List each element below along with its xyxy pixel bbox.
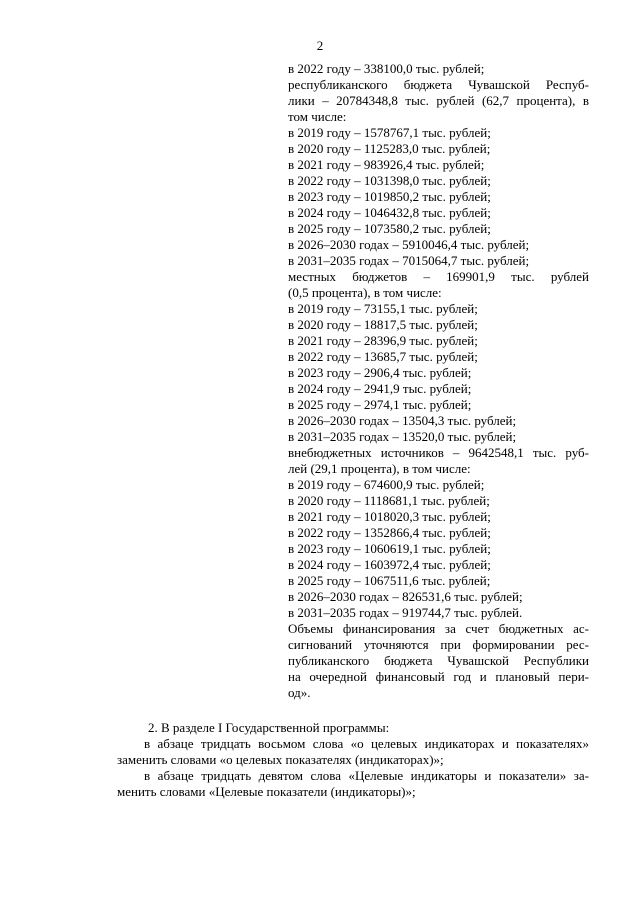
text-line: в 2022 году – 1352866,4 тыс. рублей;	[288, 525, 491, 540]
text-line: в 2031–2035 годах – 919744,7 тыс. рублей.	[288, 605, 523, 620]
text-line: в 2021 году – 983926,4 тыс. рублей;	[288, 157, 485, 172]
text-line: публиканского бюджета Чувашской Республики	[288, 653, 589, 668]
text-line: в 2023 году – 1019850,2 тыс. рублей;	[288, 189, 491, 204]
paragraph-line: менить словами «Целевые показатели (индикаторы)»;	[117, 784, 416, 799]
page-number: 2	[316, 38, 324, 53]
text-line: в 2024 году – 2941,9 тыс. рублей;	[288, 381, 472, 396]
text-line: в 2031–2035 годах – 7015064,7 тыс. рублей;	[288, 253, 530, 268]
text-line: в 2025 году – 2974,1 тыс. рублей;	[288, 397, 472, 412]
text-line: в 2022 году – 13685,7 тыс. рублей;	[288, 349, 478, 364]
text-line: в 2026–2030 годах – 5910046,4 тыс. рублей;	[288, 237, 530, 252]
text-line: в 2026–2030 годах – 13504,3 тыс. рублей;	[288, 413, 517, 428]
text-line: лей (29,1 процента), в том числе:	[288, 461, 471, 476]
text-line: в 2021 году – 28396,9 тыс. рублей;	[288, 333, 478, 348]
text-line: том числе:	[288, 109, 347, 124]
text-line: в 2020 году – 18817,5 тыс. рублей;	[288, 317, 478, 332]
text-line: в 2031–2035 годах – 13520,0 тыс. рублей;	[288, 429, 517, 444]
text-line: на очередной финансовый год и плановый пери-	[288, 669, 589, 684]
text-line: од».	[288, 685, 311, 700]
paragraph-line: в абзаце тридцать девятом слова «Целевые индикаторы и показатели» за-	[144, 768, 589, 783]
text-line: в 2022 году – 1031398,0 тыс. рублей;	[288, 173, 491, 188]
text-line: местных бюджетов – 169901,9 тыс. рублей	[288, 269, 589, 284]
text-line: в 2019 году – 73155,1 тыс. рублей;	[288, 301, 478, 316]
paragraph-line: заменить словами «о целевых показателях (индикаторах)»;	[117, 752, 444, 767]
text-line: в 2023 году – 1060619,1 тыс. рублей;	[288, 541, 491, 556]
text-line: в 2021 году – 1018020,3 тыс. рублей;	[288, 509, 491, 524]
text-line: в 2026–2030 годах – 826531,6 тыс. рублей;	[288, 589, 523, 604]
paragraph-line: в абзаце тридцать восьмом слова «о целевых индикаторах и показателях»	[144, 736, 589, 751]
text-line: в 2023 году – 2906,4 тыс. рублей;	[288, 365, 472, 380]
text-line: внебюджетных источников – 9642548,1 тыс. руб-	[288, 445, 589, 460]
text-line: в 2020 году – 1125283,0 тыс. рублей;	[288, 141, 491, 156]
text-line: сигнований уточняются при формировании рес-	[288, 637, 589, 652]
text-line: в 2019 году – 1578767,1 тыс. рублей;	[288, 125, 491, 140]
text-line: в 2022 году – 338100,0 тыс. рублей;	[288, 61, 485, 76]
text-line: республиканского бюджета Чувашской Респуб-	[288, 77, 589, 92]
text-line: в 2020 году – 1118681,1 тыс. рублей;	[288, 493, 490, 508]
text-line: лики – 20784348,8 тыс. рублей (62,7 процента), в	[288, 93, 589, 108]
section-amendments	[117, 720, 589, 800]
text-line: в 2019 году – 674600,9 тыс. рублей;	[288, 477, 485, 492]
text-line: в 2024 году – 1046432,8 тыс. рублей;	[288, 205, 491, 220]
text-line: в 2024 году – 1603972,4 тыс. рублей;	[288, 557, 491, 572]
paragraph-line: 2. В разделе I Государственной программы:	[148, 720, 390, 735]
text-line: в 2025 году – 1067511,6 тыс. рублей;	[288, 573, 491, 588]
passport-financing-column	[288, 61, 589, 701]
text-line: (0,5 процента), в том числе:	[288, 285, 442, 300]
text-line: Объемы финансирования за счет бюджетных ас-	[288, 621, 589, 636]
text-line: в 2025 году – 1073580,2 тыс. рублей;	[288, 221, 491, 236]
